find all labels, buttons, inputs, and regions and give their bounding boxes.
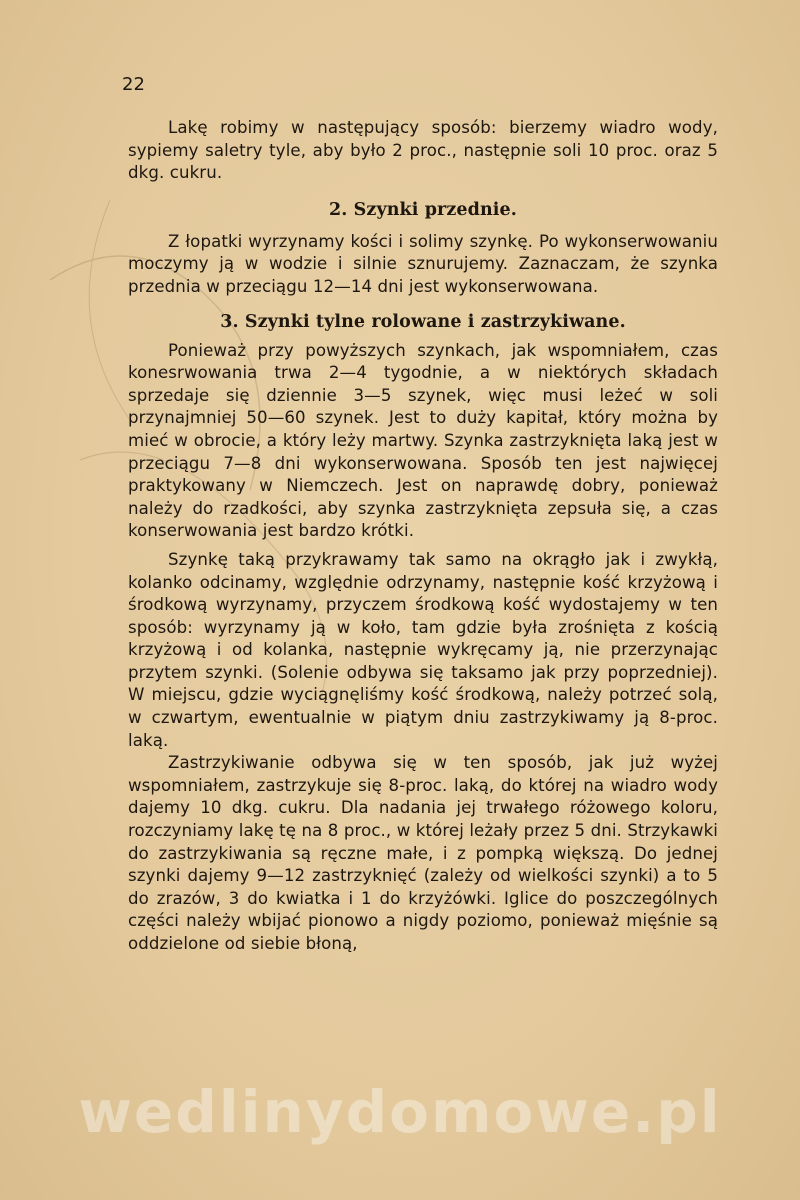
section-3-heading: 3. Szynki tylne rolowane i zastrzykiwane.: [220, 311, 626, 332]
section-3-paragraph-2: Szynkę taką przykrawamy tak samo na okrągło jak i zwykłą, kolanko odcinamy, względnie odrzynamy, następnie kość krzyżową i środkową wyrzynamy, przyczem środkową kość wydostajemy w ten sposób: wyrzynamy ją w koło, tam gdzie była zrośnięta z kością krzyżową i od kolanka, następnie wykręcamy ją, nie przerzynając przytem szynki. (Solenie odbywa się taksamo jak przy poprzedniej). W miejscu, gdzie wyciągnęliśmy kość środkową, należy potrzeć solą, w czwartym, ewentualnie w piątym dniu zastrzykiwamy ją 8-proc. laką.: [128, 549, 718, 750]
site-watermark: wedlinydomowe.pl: [78, 1078, 722, 1146]
section-3-paragraph-1: Ponieważ przy powyższych szynkach, jak wspomniałem, czas konesrwowania trwa 2—4 tygodnie, a w niektórych składach sprzedaje się dziennie 3—5 szynek, więc musi leżeć w soli przynajmniej 50—60 szynek. Jest to duży kapitał, który można by mieć w obrocie, a który leży martwy. Szynka zastrzyknięta laką jest w przeciągu 7—8 dni wykonserwowana. Sposób ten jest najwięcej praktykowany w Niemczech. Jest on naprawdę dobry, ponieważ należy do rzadkości, aby szynka zastrzyknięta zepsuła się, a czas konserwowania jest bardzo krótki.: [128, 340, 718, 541]
page-body: [128, 117, 718, 956]
section-2-heading: 2. Szynki przednie.: [329, 199, 517, 220]
intro-paragraph: Lakę robimy w następujący sposób: bierzemy wiadro wody, sypiemy saletry tyle, aby było 2 proc., następnie soli 10 proc. oraz 5 dkg. cukru.: [128, 118, 718, 183]
page-number: 22: [122, 74, 145, 95]
section-2-paragraph: Z łopatki wyrzynamy kości i solimy szynkę. Po wykonserwowaniu moczymy ją w wodzie i silnie sznurujemy. Zaznaczam, że szynka przednia w przeciągu 12—14 dni jest wykonserwowana.: [128, 231, 718, 296]
section-3-paragraph-3: Zastrzykiwanie odbywa się w ten sposób, jak już wyżej wspomniałem, zastrzykuje się 8-proc. laką, do której na wiadro wody dajemy 10 dkg. cukru. Dla nadania jej trwałego różowego koloru, rozczyniamy lakę tę na 8 proc., w której leżały przez 5 dni. Strzykawki do zastrzykiwania są ręczne małe, i z pompką większą. Do jednej szynki dajemy 9—12 zastrzyknięć (zależy od wielkości szynki) a to 5 do zrazów, 3 do kwiatka i 1 do krzyżówki. Iglice do poszczególnych części należy wbijać pionowo a nigdy poziomo, ponieważ mięśnie są oddzielone od siebie błoną,: [128, 753, 718, 953]
